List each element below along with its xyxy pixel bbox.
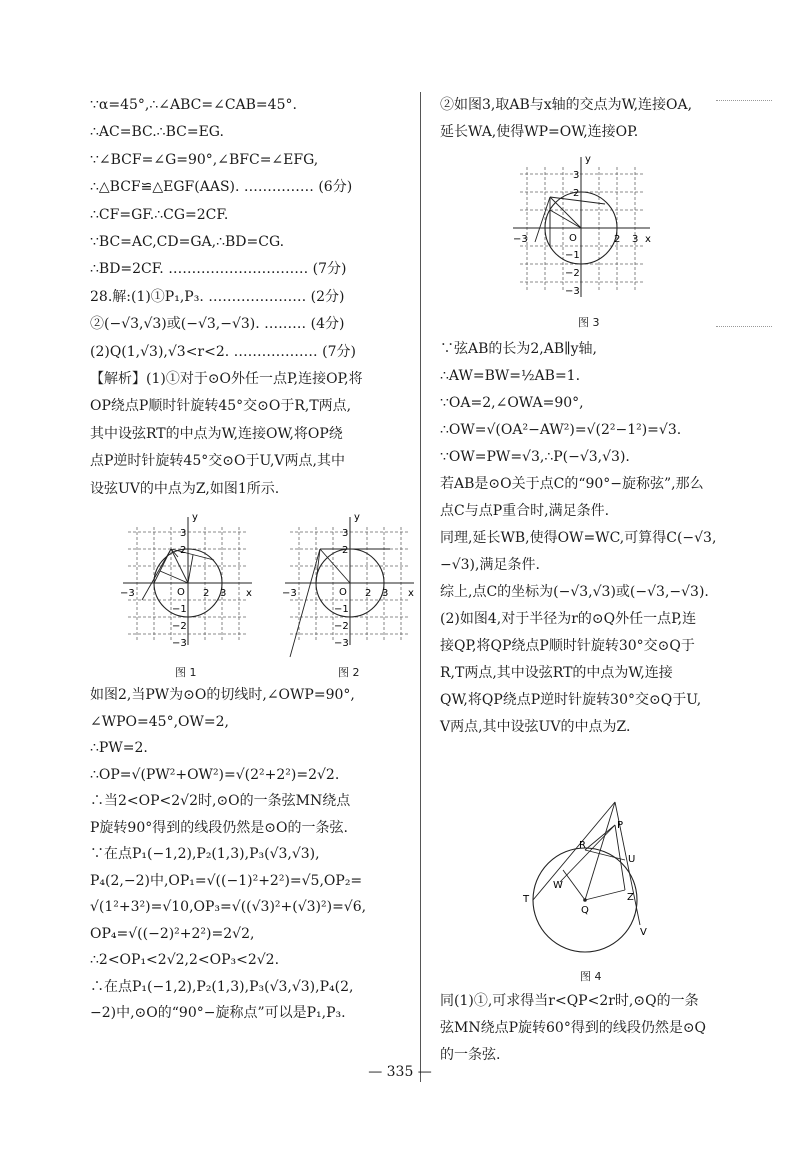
text-line: QW,将QP绕点P逆时针旋转30°交⊙Q于U, <box>440 692 702 708</box>
text-line: ∵OW=PW=√3,∴P(−√3,√3). <box>440 449 630 465</box>
text-line: 设弦UV的中点为Z,如图1所示. <box>90 480 280 497</box>
figure-2-caption: 图 2 <box>338 666 360 679</box>
text-line: ∴OW=√(OA²−AW²)=√(2²−1²)=√3. <box>440 422 682 438</box>
tick-label: −3 <box>172 638 187 649</box>
point-label: W <box>553 880 563 891</box>
figure-2-diagram <box>280 512 420 662</box>
text-line: √(1²+3²)=√10,OP₃=√((√3)²+(√3)²)=√6, <box>90 899 367 915</box>
tick-label: 3 <box>632 234 639 245</box>
figure-3-diagram <box>505 152 655 312</box>
text-line: ②如图3,取AB与x轴的交点为W,连接OA, <box>440 97 693 113</box>
tick-label: −3 <box>120 588 135 599</box>
tick-label: 2 <box>365 588 372 599</box>
x-axis-label: x <box>408 588 414 599</box>
text-line: P旋转90°得到的线段仍然是⊙O的一条弦. <box>90 819 348 836</box>
column-divider <box>420 92 421 1082</box>
figure-1-diagram <box>118 512 258 662</box>
text-line: ②(−√3,√3)或(−√3,−√3). ……… (4分) <box>90 316 345 333</box>
text-line: ∴BD=2CF. ………………………… (7分) <box>90 261 347 278</box>
figure-4-diagram <box>515 790 675 960</box>
text-line: 若AB是⊙O关于点C的“90°−旋称弦”,那么 <box>440 476 704 492</box>
text-line: ∵在点P₁(−1,2),P₂(1,3),P₃(√3,√3), <box>90 846 320 862</box>
point-label: P <box>617 820 624 831</box>
tick-label: 2 <box>180 545 187 556</box>
margin-dash <box>716 326 772 327</box>
tick-label: 2 <box>342 545 349 556</box>
point-label: U <box>628 854 636 865</box>
text-line: 同理,延长WB,使得OW=WC,可算得C(−√3, <box>440 530 717 546</box>
tick-label: 3 <box>342 528 349 539</box>
margin-dash <box>716 100 772 101</box>
point-label: T <box>523 894 530 905</box>
tick-label: 3 <box>573 170 580 181</box>
x-axis-label: x <box>246 588 252 599</box>
tick-label: −1 <box>172 604 187 615</box>
text-line: ∴△BCF≌△EGF(AAS). …………… (6分) <box>90 179 353 196</box>
text-line: ∵α=45°,∴∠ABC=∠CAB=45°. <box>90 97 297 113</box>
origin-label: O <box>569 233 577 244</box>
text-line: OP绕点P顺时针旋转45°交⊙O于R,T两点, <box>90 398 352 415</box>
text-line: ∵OA=2,∠OWA=90°, <box>440 395 584 411</box>
text-line: 弦MN绕点P旋转60°得到的线段仍然是⊙Q <box>440 1020 707 1036</box>
tick-label: 2 <box>203 588 210 599</box>
tick-label: −2 <box>172 621 187 632</box>
figure-3-caption: 图 3 <box>578 316 600 329</box>
text-line: ∴CF=GF.∴CG=2CF. <box>90 206 229 223</box>
text-line: ∵∠BCF=∠G=90°,∠BFC=∠EFG, <box>90 151 319 168</box>
text-line: V两点,其中设弦UV的中点为Z. <box>440 719 631 735</box>
text-line: ∴2<OP₁<2√2,2<OP₃<2√2. <box>90 952 280 968</box>
text-line: OP₄=√((−2)²+2²)=2√2, <box>90 925 255 942</box>
page-number: — 335 — <box>368 1064 432 1080</box>
text-line: ∵弦AB的长为2,AB∥y轴, <box>440 341 597 357</box>
text-line: 其中设弦RT的中点为W,连接OW,将OP绕 <box>90 425 343 442</box>
text-line: 点P逆时针旋转45°交⊙O于U,V两点,其中 <box>90 453 345 470</box>
origin-label: O <box>177 587 185 598</box>
tick-label: −3 <box>334 638 349 649</box>
text-line: ∴AC=BC.∴BC=EG. <box>90 124 224 141</box>
point-label: Q <box>581 905 589 916</box>
tick-label: 2 <box>573 188 580 199</box>
text-line: ∴当2<OP<2√2时,⊙O的一条弦MN绕点 <box>90 793 351 809</box>
text-line: 的一条弦. <box>440 1047 501 1063</box>
text-line: 如图2,当PW为⊙O的切线时,∠OWP=90°, <box>90 687 355 703</box>
text-line: ∵BC=AC,CD=GA,∴BD=CG. <box>90 234 285 250</box>
tick-label: −2 <box>334 621 349 632</box>
tick-label: 3 <box>220 588 227 599</box>
y-axis-label: y <box>354 512 360 523</box>
text-line: ∴AW=BW=½AB=1. <box>440 368 581 384</box>
point-label: R <box>579 840 586 851</box>
text-line: R,T两点,其中设弦RT的中点为W,连接 <box>440 665 673 681</box>
tick-label: −3 <box>282 588 297 599</box>
text-line: 同(1)①,可求得当r<QP<2r时,⊙Q的一条 <box>440 993 699 1009</box>
text-line: ∴PW=2. <box>90 740 148 756</box>
tick-label: −1 <box>334 604 349 615</box>
tick-label: 3 <box>180 528 187 539</box>
text-line: (2)如图4,对于半径为r的⊙Q外任一点P,连 <box>440 611 697 627</box>
text-line: P₄(2,−2)中,OP₁=√((−1)²+2²)=√5,OP₂= <box>90 872 363 889</box>
tick-label: −3 <box>513 234 528 245</box>
text-line: ∠WPO=45°,OW=2, <box>90 713 229 730</box>
text-line: (2)Q(1,√3),√3<r<2. ……………… (7分) <box>90 343 356 360</box>
tick-label: 2 <box>614 234 621 245</box>
tick-label: −3 <box>565 286 580 297</box>
text-line: 点C与点P重合时,满足条件. <box>440 503 610 519</box>
text-line: ∴在点P₁(−1,2),P₂(1,3),P₃(√3,√3),P₄(2, <box>90 978 354 995</box>
text-line: 综上,点C的坐标为(−√3,√3)或(−√3,−√3). <box>440 584 709 600</box>
point-label: V <box>640 927 647 938</box>
point-label: Z <box>627 892 634 903</box>
tick-label: −1 <box>565 250 580 261</box>
text-line: 【解析】(1)①对于⊙O外任一点P,连接OP,将 <box>90 371 363 387</box>
text-line: 接QP,将QP绕点P顺时针旋转30°交⊙Q于 <box>440 638 695 654</box>
text-line: 延长WA,使得WP=OW,连接OP. <box>440 124 639 140</box>
y-axis-label: y <box>192 512 198 523</box>
tick-label: 3 <box>382 588 389 599</box>
figure-4-caption: 图 4 <box>580 970 602 983</box>
figure-1-caption: 图 1 <box>175 666 197 679</box>
tick-label: −2 <box>565 268 580 279</box>
text-line: −2)中,⊙O的“90°−旋称点”可以是P₁,P₃. <box>90 1005 346 1021</box>
origin-label: O <box>339 587 347 598</box>
text-line: ∴OP=√(PW²+OW²)=√(2²+2²)=2√2. <box>90 766 340 783</box>
y-axis-label: y <box>585 154 591 165</box>
text-line: 28.解:(1)①P₁,P₃. ………………… (2分) <box>90 288 345 305</box>
x-axis-label: x <box>645 234 651 245</box>
text-line: −√3),满足条件. <box>440 557 540 573</box>
